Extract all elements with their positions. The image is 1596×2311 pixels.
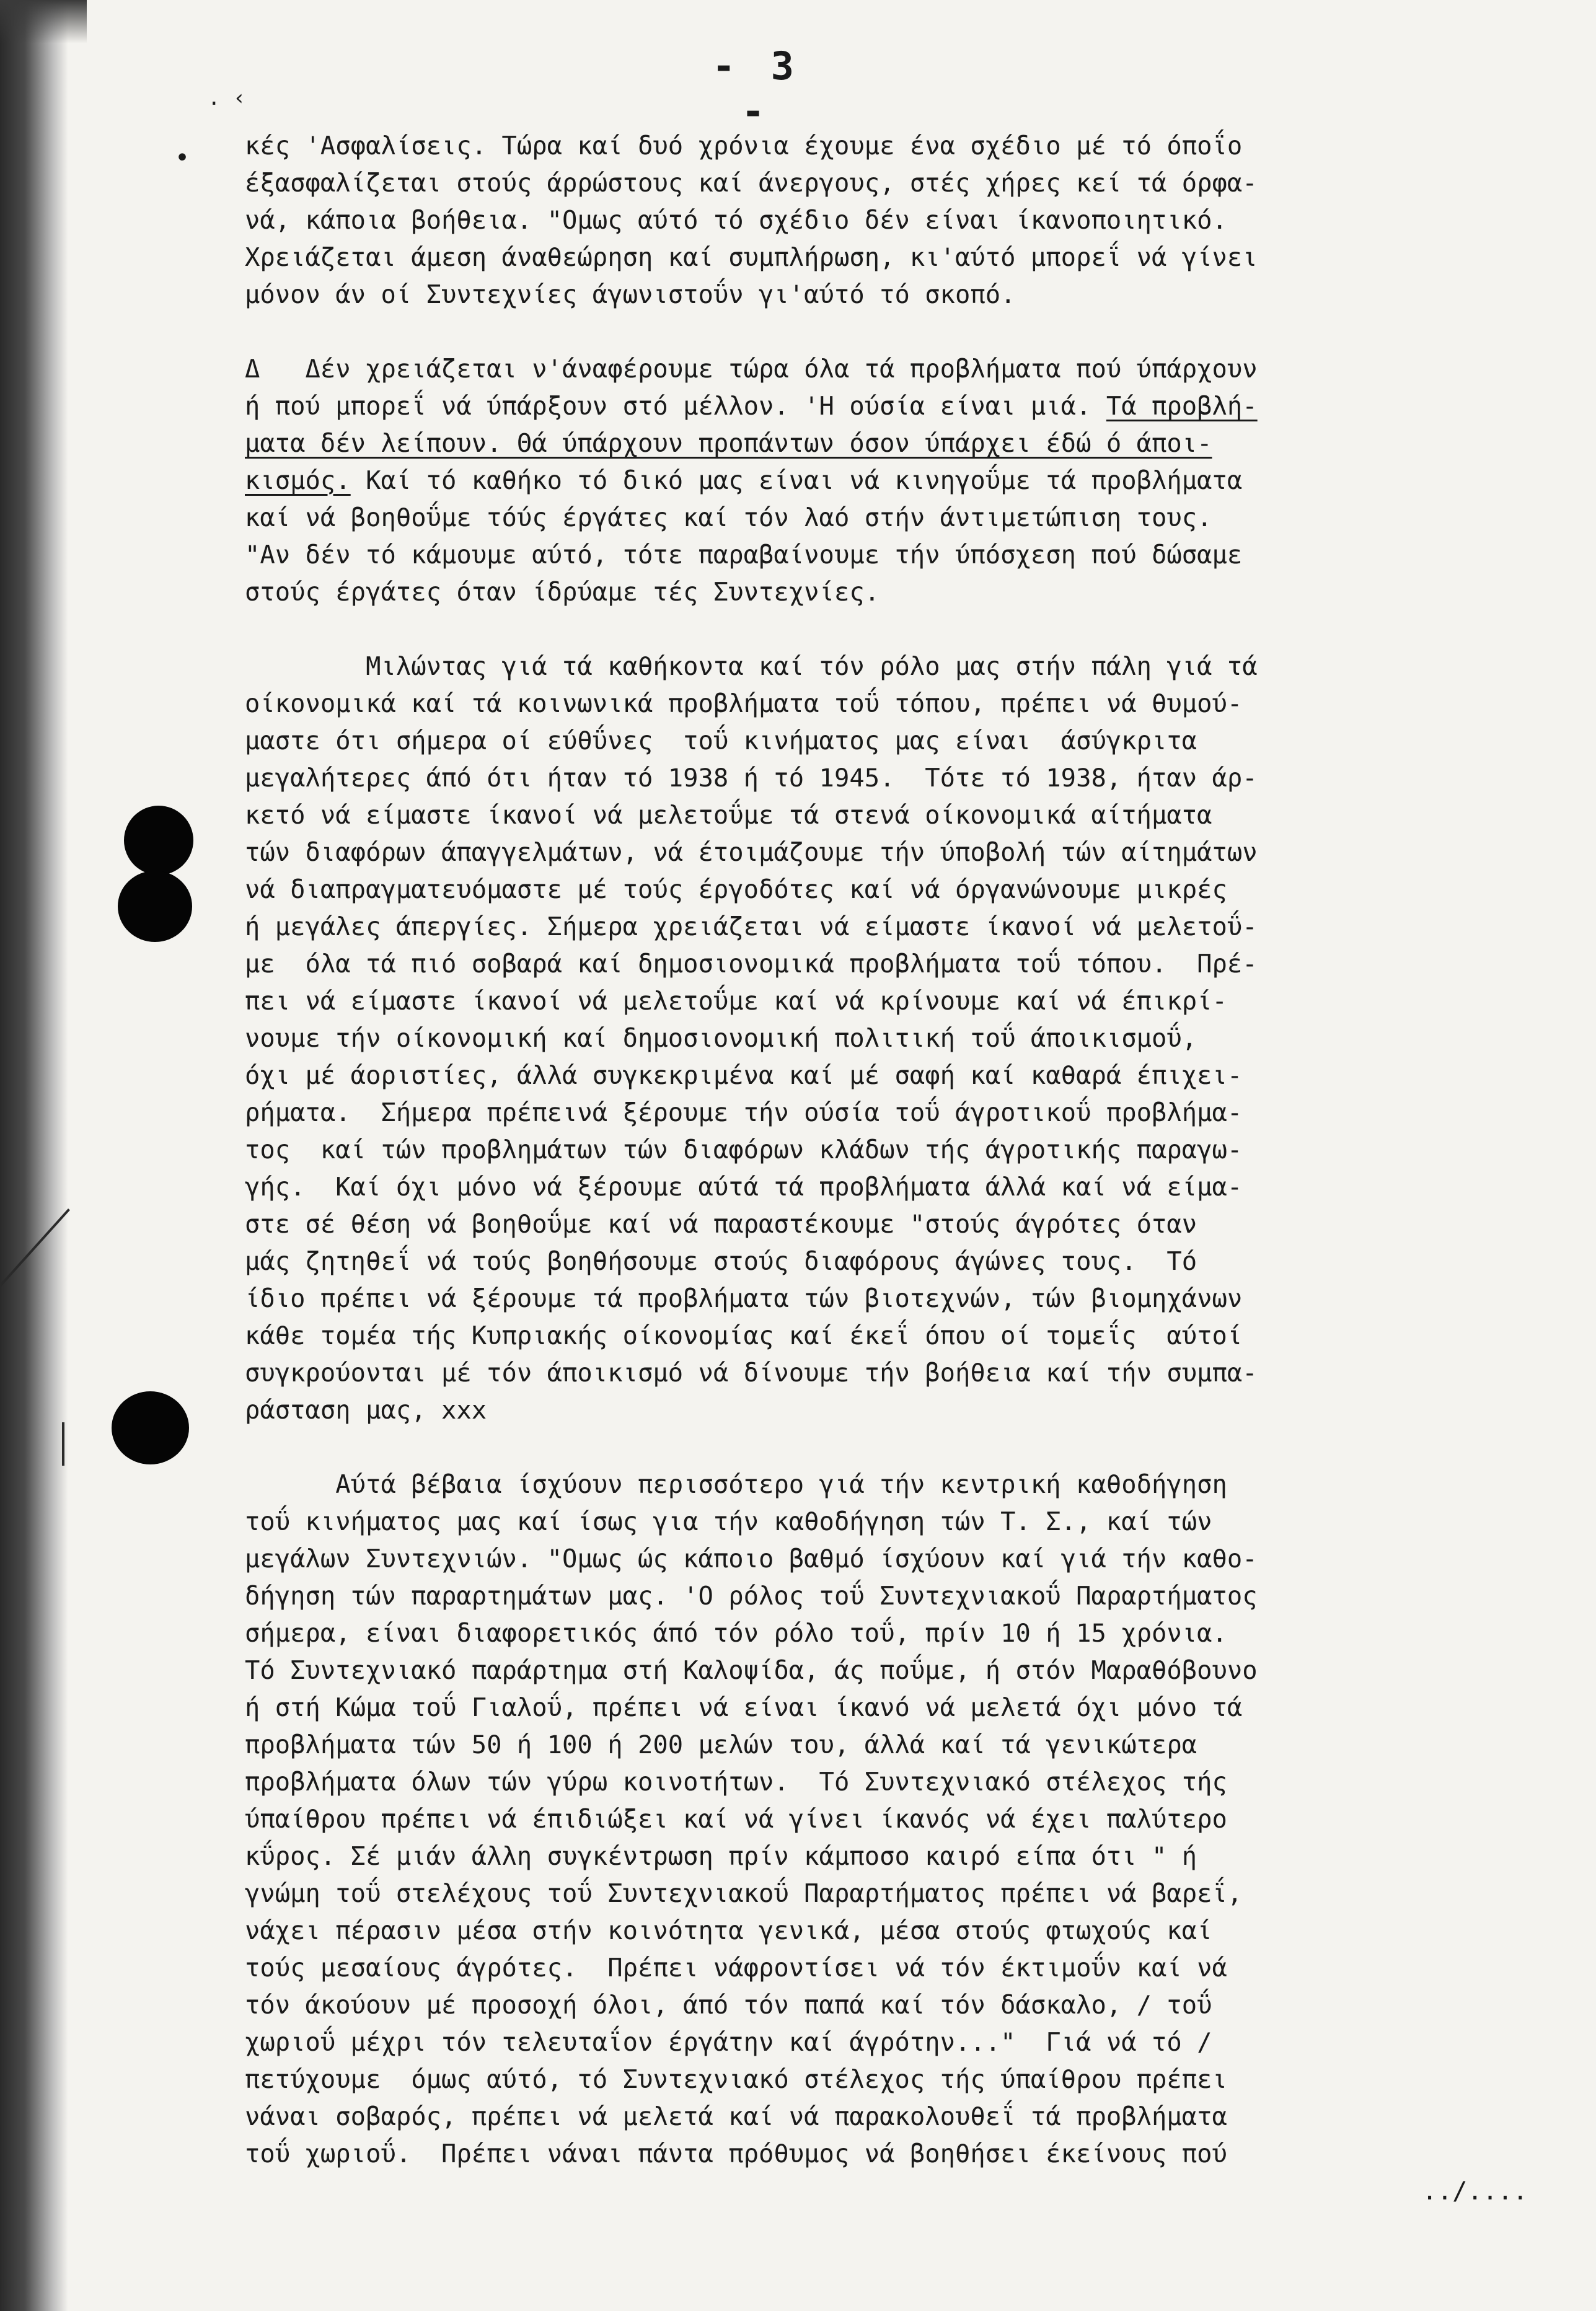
text-line [245, 1019, 1553, 1057]
underlined-text: Τά προβλή- [1106, 391, 1258, 421]
line-text: ή στή Κώμα τοΰ Γιαλοΰ, πρέπει νά είναι ίκανό νά μελετά όχι μόνο τά [245, 1693, 1243, 1722]
paragraph-4 [245, 1466, 1553, 2172]
text-line [245, 871, 1553, 908]
text-line [245, 2023, 1553, 2061]
text-line [245, 1689, 1553, 1726]
line-text: πετύχουμε όμως αύτό, τό Συντεχνιακό στέλεχος τής ύπαίθρου πρέπει [245, 2064, 1227, 2094]
text-line [245, 1577, 1553, 1614]
text-line [245, 499, 1553, 536]
text-line [245, 1986, 1553, 2023]
text-line [245, 1614, 1553, 1652]
text-line [245, 908, 1553, 945]
text-line [245, 1317, 1553, 1354]
body-text [245, 127, 1553, 2209]
line-text: έξασφαλίζεται στούς άρρώστους καί άνεργους, στές χήρες κεί τά όρφα- [245, 168, 1258, 198]
line-text: στε σέ θέση νά βοηθοΰμε καί νά παραστέκουμε "στούς άγρότες όταν [245, 1209, 1197, 1239]
line-text: μαστε ότι σήμερα οί εύθΰνες τοΰ κινήματος μας είναι άσύγκριτα [245, 726, 1197, 755]
text-line [245, 1057, 1553, 1094]
line-text: ύπαίθρου πρέπει νά έπιδιώξει καί νά γίνει ίκανός νά έχει παλύτερο [245, 1804, 1227, 1834]
text-line [245, 1912, 1553, 1949]
line-text: "Αν δέν τό κάμουμε αύτό, τότε παραβαίνουμε τήν ύπόσχεση πού δώσαμε [245, 540, 1243, 570]
text-line [245, 350, 1553, 387]
line-text: Χρειάζεται άμεση άναθεώρηση καί συμπλήρωση, κι'αύτό μπορεΐ νά γίνει [245, 242, 1258, 272]
underlined-text: ματα δέν λείπουν. Θά ύπάρχουν προπάντων όσον ύπάρχει έδώ ό άποι- [245, 428, 1212, 458]
line-text: νά, κάποια βοήθεια. "Ομως αύτό τό σχέδιο δέν είναι ίκανοποιητικό. [245, 205, 1227, 235]
text-line [245, 1652, 1553, 1689]
text-line [245, 127, 1553, 164]
line-text: τοΰ χωριοΰ. Πρέπει νάναι πάντα πρόθυμος νά βοηθήσει έκείνους πού [245, 2139, 1227, 2168]
scan-artifact-tick [62, 1422, 64, 1466]
paragraph-3 [245, 648, 1553, 1428]
text-line [245, 1503, 1553, 1540]
scan-binding-shadow [0, 0, 68, 2311]
paragraph-gap [245, 1428, 1553, 1466]
line-text: κάθε τομέα τής Κυπριακής οίκονομίας καί έκεΐ όπου οί τομεΐς αύτοί [245, 1321, 1243, 1350]
text-line [245, 648, 1553, 685]
line-text: χωριοΰ μέχρι τόν τελευταΐον έργάτην καί άγρότην..." Γιά νά τό / [245, 2027, 1212, 2057]
text-line [245, 276, 1553, 313]
text-line [245, 1094, 1553, 1131]
line-text: προβλήματα όλων τών γύρω κοινοτήτων. Τό Συντεχνιακό στέλεχος τής [245, 1767, 1227, 1797]
text-line [245, 462, 1553, 499]
text-line [245, 759, 1553, 796]
margin-bullet: • [175, 144, 190, 172]
line-text: γής. Καί όχι μόνο νά ξέρουμε αύτά τά προβλήματα άλλά καί νά είμα- [245, 1172, 1243, 1202]
text-line [245, 1875, 1553, 1912]
text-line [245, 536, 1553, 573]
text-line [245, 387, 1553, 425]
text-line [245, 1726, 1553, 1763]
text-line [245, 1354, 1553, 1391]
line-text: τοΰ κινήματος μας καί ίσως για τήν καθοδήγηση τών Τ. Σ., καί τών [245, 1507, 1212, 1536]
line-text: μεγαλήτερες άπό ότι ήταν τό 1938 ή τό 1945. Τότε τό 1938, ήταν άρ- [245, 763, 1258, 793]
line-text: ράσταση μας, xxx [245, 1395, 487, 1425]
line-text: Μιλώντας γιά τά καθήκοντα καί τόν ρόλο μας στήν πάλη γιά τά [245, 651, 1258, 681]
text-line [245, 201, 1553, 239]
line-text: νάναι σοβαρός, πρέπει νά μελετά καί νά παρακολουθεΐ τά προβλήματα [245, 2102, 1227, 2131]
paragraph-gap [245, 610, 1553, 648]
line-text: προβλήματα τών 50 ή 100 ή 200 μελών του, άλλά καί τά γενικώτερα [245, 1730, 1197, 1759]
text-line [245, 573, 1553, 610]
text-line [245, 239, 1553, 276]
text-line [245, 2098, 1553, 2135]
scan-corner-shadow [0, 0, 87, 43]
text-line [245, 425, 1553, 462]
punch-hole-2 [118, 871, 192, 942]
line-text: μεγάλων Συντεχνιών. "Ομως ώς κάποιο βαθμό ίσχύουν καί γιά τήν καθο- [245, 1544, 1258, 1574]
line-text: κετό νά είμαστε ίκανοί νά μελετοΰμε τά στενά οίκονομικά αίτήματα [245, 800, 1212, 830]
line-text: ή μεγάλες άπεργίες. Σήμερα χρειάζεται νά είμαστε ίκανοί νά μελετοΰ- [245, 912, 1258, 941]
text-line [245, 1168, 1553, 1205]
text-line [245, 1949, 1553, 1986]
line-text: τούς μεσαίους άγρότες. Πρέπει νάφροντίσει νά τόν έκτιμοΰν καί νά [245, 1953, 1227, 1983]
text-line [245, 722, 1553, 759]
line-text: πει νά είμαστε ίκανοί νά μελετοΰμε καί νά κρίνουμε καί νά έπικρί- [245, 986, 1227, 1016]
line-text: κΰρος. Σέ μιάν άλλη συγκέντρωση πρίν κάμποσο καιρό είπα ότι " ή [245, 1841, 1197, 1871]
line-text: συγκρούονται μέ τόν άποικισμό νά δίνουμε τήν βοήθεια καί τήν συμπα- [245, 1358, 1258, 1388]
text-line [245, 1466, 1553, 1503]
text-line [245, 1205, 1553, 1243]
text-line [245, 1391, 1553, 1428]
page-number: - 3 - [712, 43, 800, 134]
text-line [245, 1763, 1553, 1800]
line-text: Τό Συντεχνιακό παράρτημα στή Καλοψίδα, άς ποΰμε, ή στόν Μαραθόβουνο [245, 1655, 1258, 1685]
text-line [245, 1540, 1553, 1577]
line-text: Καί τό καθήκο τό δικό μας είναι νά κινηγοΰμε τά προβλήματα [350, 465, 1243, 495]
line-text: νάχει πέρασιν μέσα στήν κοινότητα γενικά, μέσα στούς φτωχούς καί [245, 1916, 1212, 1945]
text-line [245, 982, 1553, 1019]
paragraph-1 [245, 127, 1553, 313]
text-line [245, 1131, 1553, 1168]
line-text: όχι μέ άοριστίες, άλλά συγκεκριμένα καί μέ σαφή καί καθαρά έπιχει- [245, 1060, 1243, 1090]
paragraph-2 [245, 350, 1553, 610]
line-text: γνώμη τοΰ στελέχους τοΰ Συντεχνιακοΰ Παραρτήματος πρέπει νά βαρεΐ, [245, 1878, 1243, 1908]
line-text: νουμε τήν οίκονομική καί δημοσιονομική πολιτική τοΰ άποικισμοΰ, [245, 1023, 1197, 1053]
line-text: δήγηση τών παραρτημάτων μας. 'Ο ρόλος τοΰ Συντεχνιακοΰ Παραρτήματος [245, 1581, 1258, 1611]
line-text: κές 'Ασφαλίσεις. Τώρα καί δυό χρόνια έχουμε ένα σχέδιο μέ τό όποΐο [245, 131, 1243, 161]
line-text: ρήματα. Σήμερα πρέπεινά ξέρουμε τήν ούσία τοΰ άγροτικοΰ προβλήμα- [245, 1098, 1243, 1127]
punch-hole-3 [112, 1391, 189, 1464]
stray-marks: . ‹ [208, 86, 246, 110]
line-text: νά διαπραγματευόμαστε μέ τούς έργοδότες καί νά όργανώνουμε μικρές [245, 874, 1227, 904]
underlined-text: κισμός. [245, 465, 351, 495]
text-line [245, 1243, 1553, 1280]
punch-hole-1 [124, 806, 193, 875]
line-text: τόν άκούουν μέ προσοχή όλοι, άπό τόν παπά καί τόν δάσκαλο, / τοΰ [245, 1990, 1212, 2020]
line-text: καί νά βοηθοΰμε τόύς έργάτες καί τόν λαό στήν άντιμετώπιση τους. [245, 503, 1212, 532]
line-text: ή πού μπορεΐ νά ύπάρξουν στό μέλλον. 'Η ούσία είναι μιά. [245, 391, 1106, 421]
text-line [245, 834, 1553, 871]
text-line [245, 2135, 1553, 2172]
line-text: στούς έργάτες όταν ίδρύαμε τές Συντεχνίες. [245, 577, 880, 607]
line-text: τος καί τών προβλημάτων τών διαφόρων κλάδων τής άγροτικής παραγω- [245, 1135, 1243, 1164]
line-text: οίκονομικά καί τά κοινωνικά προβλήματα τοΰ τόπου, πρέπει νά θυμού- [245, 689, 1243, 718]
line-text: μάς ζητηθεΐ νά τούς βοηθήσουμε στούς διαφόρους άγώνες τους. Τό [245, 1246, 1197, 1276]
text-line [245, 164, 1553, 201]
line-text: μόνον άν οί Συντεχνίες άγωνιστοΰν γι'αύτό τό σκοπό. [245, 280, 1016, 309]
text-line [245, 1280, 1553, 1317]
text-line [245, 685, 1553, 722]
line-text: Αύτά βέβαια ίσχύουν περισσότερο γιά τήν κεντρική καθοδήγηση [245, 1469, 1227, 1499]
text-line [245, 2061, 1553, 2098]
line-text: σήμερα, είναι διαφορετικός άπό τόν ρόλο τοΰ, πρίν 10 ή 15 χρόνια. [245, 1618, 1227, 1648]
line-text: Δ Δέν χρειάζεται ν'άναφέρουμε τώρα όλα τά προβλήματα πού ύπάρχουν [245, 354, 1258, 384]
line-text: τών διαφόρων άπαγγελμάτων, νά έτοιμάζουμε τήν ύποβολή τών αίτημάτων [245, 837, 1258, 867]
text-line [245, 945, 1553, 982]
text-line [245, 796, 1553, 834]
line-text: με όλα τά πιό σοβαρά καί δημοσιονομικά προβλήματα τοΰ τόπου. Πρέ- [245, 949, 1258, 979]
text-line [245, 1800, 1553, 1838]
continuation-marker: ../.... [1422, 2176, 1528, 2206]
paragraph-gap [245, 313, 1553, 350]
text-line [245, 1838, 1553, 1875]
line-text: ίδιο πρέπει νά ξέρουμε τά προβλήματα τών βιοτεχνών, τών βιομηχάνων [245, 1283, 1243, 1313]
